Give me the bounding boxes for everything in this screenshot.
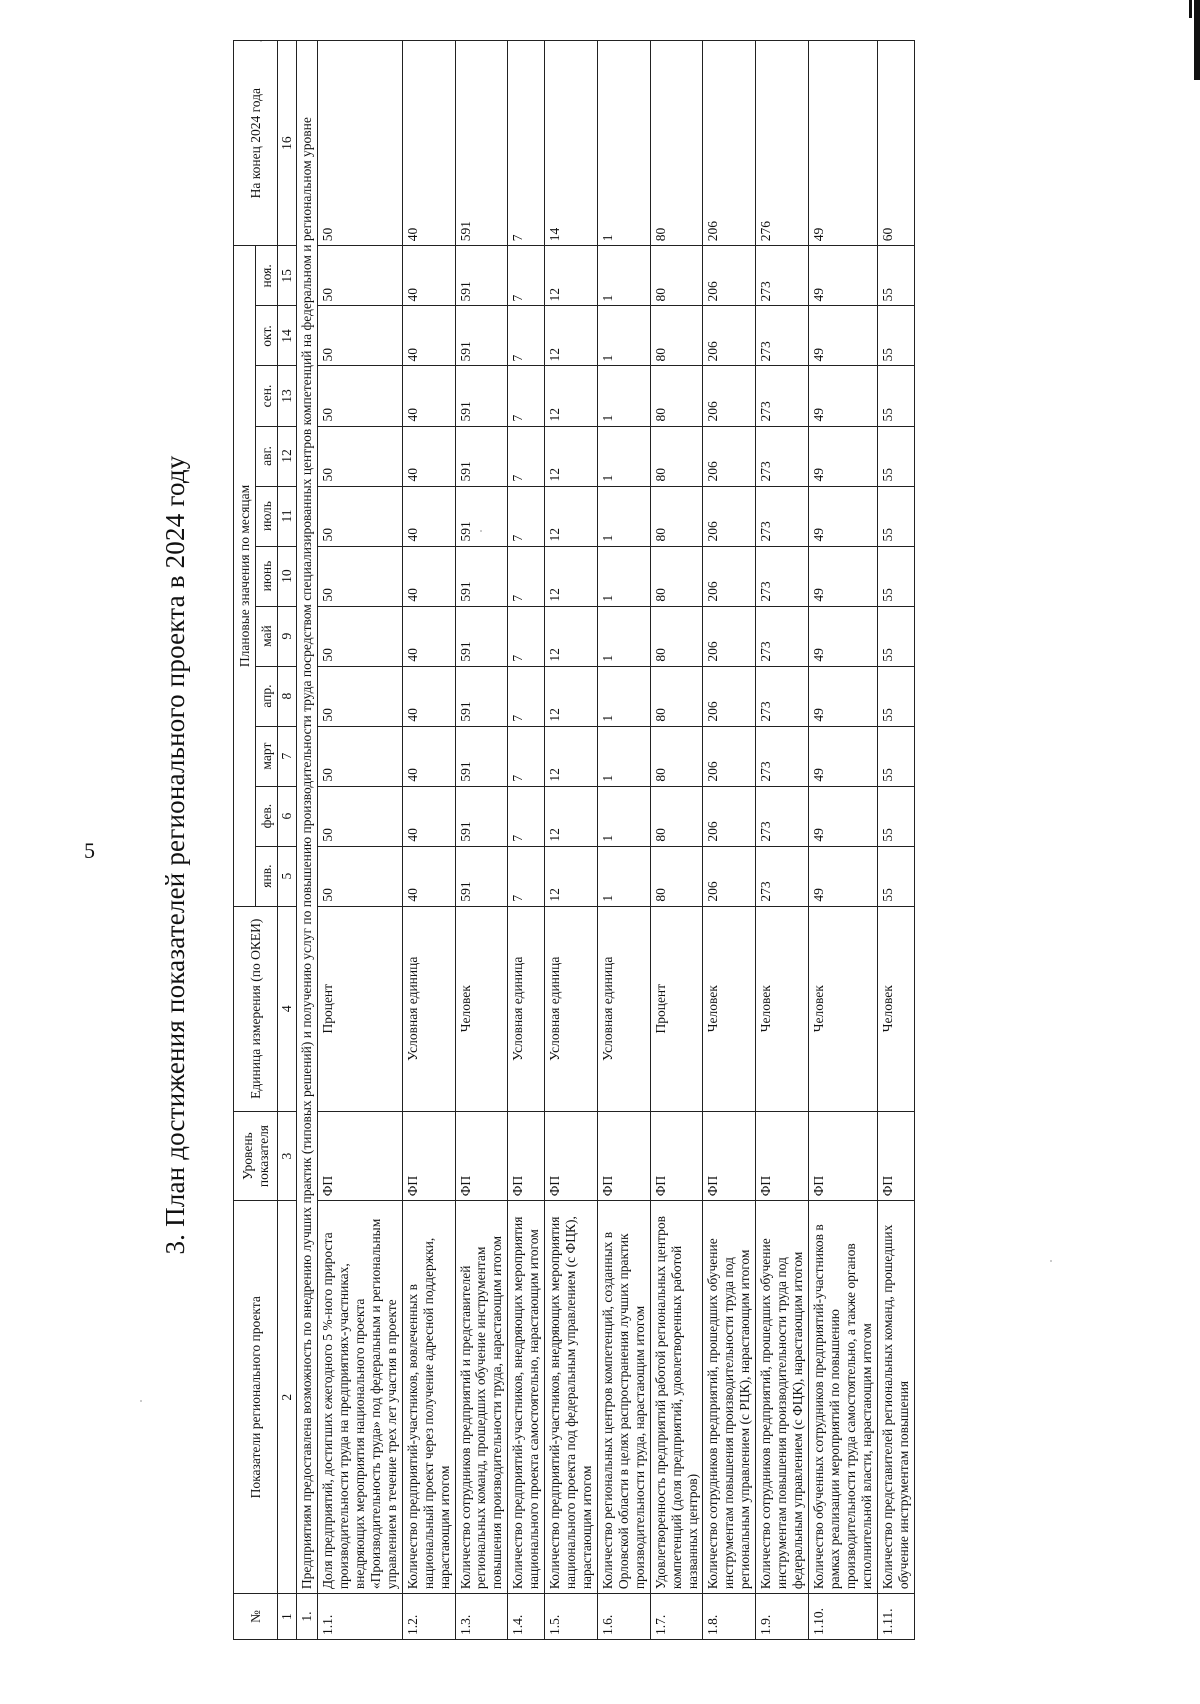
month-value: 7 — [508, 366, 545, 426]
month-value: 49 — [809, 366, 878, 426]
month-value: 55 — [877, 726, 914, 786]
row-number: 1.3. — [455, 1594, 508, 1640]
month-value: 12 — [545, 546, 598, 606]
indicator-level: ФП — [597, 1111, 650, 1200]
header-monthly-group: Плановые значения по месяцам — [234, 246, 256, 906]
month-value: 591 — [455, 486, 508, 546]
month-value: 206 — [703, 246, 756, 306]
indicator-name: Удовлетворенность предприятий работой региональных центров компетенций (доля предприятий, удовлетворенных работой названных центров) — [650, 1201, 703, 1594]
indicator-name: Количество сотрудников предприятий и представителей региональных команд, прошедших обучение инструментам повышения производительности труда, нарастающим итогом — [455, 1201, 508, 1594]
month-value: 55 — [877, 846, 914, 906]
header-month: март — [256, 726, 278, 786]
month-value: 273 — [756, 846, 809, 906]
header-month: июль — [256, 486, 278, 546]
indicator-name: Количество представителей региональных команд, прошедших обучение инструментам повышения — [877, 1201, 914, 1594]
month-value: 80 — [650, 426, 703, 486]
indicator-unit: Условная единица — [545, 906, 598, 1111]
month-value: 40 — [402, 306, 455, 366]
month-value: 40 — [402, 246, 455, 306]
indicator-level: ФП — [318, 1111, 403, 1200]
month-value: 206 — [703, 366, 756, 426]
month-value: 591 — [455, 606, 508, 666]
header-level: Уровень показателя — [234, 1111, 278, 1200]
row-number: 1.4. — [508, 1594, 545, 1640]
month-value: 591 — [455, 846, 508, 906]
month-value: 50 — [318, 846, 403, 906]
month-value: 12 — [545, 426, 598, 486]
month-value: 49 — [809, 306, 878, 366]
month-value: 40 — [402, 486, 455, 546]
month-value: 206 — [703, 546, 756, 606]
column-number: 5 — [278, 846, 297, 906]
end-of-year-value: 7 — [508, 41, 545, 246]
month-value: 273 — [756, 786, 809, 846]
indicator-unit: Человек — [809, 906, 878, 1111]
month-value: 1 — [597, 486, 650, 546]
indicator-name: Количество обученных сотрудников предприятий-участников в рамках реализации мероприятий по повышению производительности труда самостоятельно, а также органов исполнительной власти, нарастающим итогом — [809, 1201, 878, 1594]
month-value: 50 — [318, 486, 403, 546]
header-unit: Единица измерения (по ОКЕИ) — [234, 906, 278, 1111]
header-month: апр. — [256, 666, 278, 726]
end-of-year-value: 591 — [455, 41, 508, 246]
month-value: 49 — [809, 726, 878, 786]
month-value: 12 — [545, 486, 598, 546]
month-value: 40 — [402, 726, 455, 786]
month-value: 206 — [703, 666, 756, 726]
month-value: 1 — [597, 846, 650, 906]
row-number: 1.1. — [318, 1594, 403, 1640]
end-of-year-value: 80 — [650, 41, 703, 246]
column-number: 6 — [278, 786, 297, 846]
rotated-page-content — [160, 35, 1065, 1675]
month-value: 1 — [597, 666, 650, 726]
section-text: Предприятиям предоставлена возможность по внедрению лучших практик (типовых решений) и получению услуг по повышению производительности труда посредством специализированных центров компетенций на федеральном и региональном уровне — [297, 41, 318, 1594]
scan-edge-mark-small — [1189, 0, 1192, 18]
indicator-level: ФП — [703, 1111, 756, 1200]
month-value: 80 — [650, 786, 703, 846]
indicator-level: ФП — [650, 1111, 703, 1200]
indicator-name: Количество предприятий-участников, внедряющих мероприятия национального проекта самостоятельно, нарастающим итогом — [508, 1201, 545, 1594]
end-of-year-value: 49 — [809, 41, 878, 246]
month-value: 12 — [545, 606, 598, 666]
table-row — [877, 41, 914, 1640]
column-number: 16 — [278, 41, 297, 246]
column-number: 12 — [278, 426, 297, 486]
month-value: 206 — [703, 486, 756, 546]
column-numbers-row — [278, 41, 297, 1640]
month-value: 273 — [756, 606, 809, 666]
month-value: 80 — [650, 606, 703, 666]
month-value: 55 — [877, 426, 914, 486]
header-month: сен. — [256, 366, 278, 426]
column-number: 11 — [278, 486, 297, 546]
indicator-name: Количество предприятий-участников, внедряющих мероприятия национального проекта под федеральным управлением (с ФЦК), нарастающим итогом — [545, 1201, 598, 1594]
month-value: 206 — [703, 846, 756, 906]
month-value: 55 — [877, 486, 914, 546]
document-title: 3. План достижения показателей регионального проекта в 2024 году — [160, 455, 190, 1255]
indicator-level: ФП — [455, 1111, 508, 1200]
month-value: 40 — [402, 366, 455, 426]
month-value: 50 — [318, 726, 403, 786]
month-value: 591 — [455, 246, 508, 306]
month-value: 591 — [455, 366, 508, 426]
row-number: 1.5. — [545, 1594, 598, 1640]
month-value: 80 — [650, 546, 703, 606]
indicator-level: ФП — [877, 1111, 914, 1200]
month-value: 40 — [402, 666, 455, 726]
row-number: 1.2. — [402, 1594, 455, 1640]
section-row — [297, 41, 318, 1640]
month-value: 1 — [597, 246, 650, 306]
month-value: 12 — [545, 246, 598, 306]
month-value: 7 — [508, 666, 545, 726]
month-value: 40 — [402, 546, 455, 606]
month-value: 80 — [650, 306, 703, 366]
month-value: 591 — [455, 546, 508, 606]
month-value: 7 — [508, 486, 545, 546]
indicator-level: ФП — [508, 1111, 545, 1200]
indicators-table — [233, 40, 915, 1640]
month-value: 55 — [877, 246, 914, 306]
header-month: окт. — [256, 306, 278, 366]
month-value: 55 — [877, 606, 914, 666]
month-value: 49 — [809, 606, 878, 666]
indicator-unit: Человек — [703, 906, 756, 1111]
end-of-year-value: 1 — [597, 41, 650, 246]
column-number: 14 — [278, 306, 297, 366]
table-row — [318, 41, 403, 1640]
header-month: июнь — [256, 546, 278, 606]
indicator-name: Количество сотрудников предприятий, прошедших обучение инструментам повышения производительности труда под федеральным управлением (с ФЦК), нарастающим итогом — [756, 1201, 809, 1594]
month-value: 40 — [402, 786, 455, 846]
table-row — [809, 41, 878, 1640]
month-value: 591 — [455, 726, 508, 786]
month-value: 206 — [703, 786, 756, 846]
table-row — [650, 41, 703, 1640]
month-value: 206 — [703, 726, 756, 786]
month-value: 55 — [877, 546, 914, 606]
row-number: 1.8. — [703, 1594, 756, 1640]
indicator-level: ФП — [545, 1111, 598, 1200]
month-value: 273 — [756, 246, 809, 306]
end-of-year-value: 276 — [756, 41, 809, 246]
month-value: 273 — [756, 426, 809, 486]
month-value: 40 — [402, 606, 455, 666]
month-value: 273 — [756, 726, 809, 786]
month-value: 50 — [318, 786, 403, 846]
end-of-year-value: 40 — [402, 41, 455, 246]
header-end-of-year: На конец 2024 года — [234, 41, 278, 246]
month-value: 591 — [455, 306, 508, 366]
column-number: 4 — [278, 906, 297, 1111]
month-value: 80 — [650, 486, 703, 546]
table-row — [402, 41, 455, 1640]
month-value: 80 — [650, 726, 703, 786]
month-value: 591 — [455, 666, 508, 726]
month-value: 7 — [508, 786, 545, 846]
month-value: 7 — [508, 726, 545, 786]
month-value: 206 — [703, 606, 756, 666]
month-value: 49 — [809, 246, 878, 306]
month-value: 55 — [877, 666, 914, 726]
month-value: 50 — [318, 606, 403, 666]
indicator-unit: Условная единица — [597, 906, 650, 1111]
end-of-year-value: 14 — [545, 41, 598, 246]
table-row — [756, 41, 809, 1640]
indicator-name: Количество региональных центров компетенций, созданных в Орловской области в целях распространения лучших практик производительности труда, нарастающим итогом — [597, 1201, 650, 1594]
month-value: 50 — [318, 306, 403, 366]
month-value: 50 — [318, 246, 403, 306]
header-month: авг. — [256, 426, 278, 486]
header-month: фев. — [256, 786, 278, 846]
row-number: 1.7. — [650, 1594, 703, 1640]
month-value: 12 — [545, 846, 598, 906]
indicator-unit: Условная единица — [508, 906, 545, 1111]
column-number: 1 — [278, 1594, 297, 1640]
month-value: 591 — [455, 786, 508, 846]
month-value: 40 — [402, 846, 455, 906]
month-value: 206 — [703, 306, 756, 366]
column-number: 3 — [278, 1111, 297, 1200]
table-header — [234, 41, 297, 1640]
month-value: 49 — [809, 546, 878, 606]
month-value: 273 — [756, 666, 809, 726]
month-value: 591 — [455, 426, 508, 486]
indicator-level: ФП — [402, 1111, 455, 1200]
month-value: 12 — [545, 726, 598, 786]
section-no: 1. — [297, 1594, 318, 1640]
month-value: 50 — [318, 366, 403, 426]
table-row — [455, 41, 508, 1640]
month-value: 50 — [318, 546, 403, 606]
month-value: 7 — [508, 246, 545, 306]
indicator-level: ФП — [756, 1111, 809, 1200]
month-value: 206 — [703, 426, 756, 486]
column-number: 13 — [278, 366, 297, 426]
end-of-year-value: 60 — [877, 41, 914, 246]
month-value: 7 — [508, 846, 545, 906]
month-value: 12 — [545, 366, 598, 426]
header-month: май — [256, 606, 278, 666]
month-value: 80 — [650, 366, 703, 426]
page-number: 5 — [84, 838, 95, 863]
indicator-unit: Процент — [650, 906, 703, 1111]
end-of-year-value: 206 — [703, 41, 756, 246]
month-value: 49 — [809, 486, 878, 546]
month-value: 1 — [597, 366, 650, 426]
month-value: 55 — [877, 306, 914, 366]
header-no: № — [234, 1594, 278, 1640]
month-value: 1 — [597, 546, 650, 606]
indicator-unit: Человек — [455, 906, 508, 1111]
month-value: 40 — [402, 426, 455, 486]
month-value: 1 — [597, 606, 650, 666]
table-row — [545, 41, 598, 1640]
indicator-name: Количество предприятий-участников, вовлеченных в национальный проект через получение адресной поддержки, нарастающим итогом — [402, 1201, 455, 1594]
month-value: 7 — [508, 546, 545, 606]
row-number: 1.9. — [756, 1594, 809, 1640]
month-value: 273 — [756, 546, 809, 606]
column-number: 2 — [278, 1201, 297, 1594]
row-number: 1.6. — [597, 1594, 650, 1640]
indicator-unit: Человек — [877, 906, 914, 1111]
month-value: 55 — [877, 786, 914, 846]
month-value: 80 — [650, 246, 703, 306]
month-value: 50 — [318, 426, 403, 486]
column-number: 9 — [278, 606, 297, 666]
table-row — [508, 41, 545, 1640]
month-value: 273 — [756, 366, 809, 426]
month-value: 49 — [809, 666, 878, 726]
header-month: янв. — [256, 846, 278, 906]
table-row — [703, 41, 756, 1640]
month-value: 55 — [877, 366, 914, 426]
scan-speck — [140, 1400, 142, 1402]
indicator-unit: Процент — [318, 906, 403, 1111]
header-month: ноя. — [256, 246, 278, 306]
month-value: 80 — [650, 846, 703, 906]
month-value: 1 — [597, 426, 650, 486]
row-number: 1.11. — [877, 1594, 914, 1640]
indicator-name: Доля предприятий, достигших ежегодного 5 %-ного прироста производительности труда на предприятиях-участниках, внедряющих мероприятия национального проекта «Производительность труда» под федеральным и региональным управлением в течение трех лет участия в проекте — [318, 1201, 403, 1594]
month-value: 12 — [545, 306, 598, 366]
month-value: 7 — [508, 306, 545, 366]
month-value: 273 — [756, 306, 809, 366]
scan-edge-mark — [1194, 0, 1200, 80]
header-indicators: Показатели регионального проекта — [234, 1201, 278, 1594]
indicator-unit: Человек — [756, 906, 809, 1111]
row-number: 1.10. — [809, 1594, 878, 1640]
month-value: 49 — [809, 426, 878, 486]
end-of-year-value: 50 — [318, 41, 403, 246]
column-number: 8 — [278, 666, 297, 726]
month-value: 80 — [650, 666, 703, 726]
month-value: 7 — [508, 426, 545, 486]
indicator-name: Количество сотрудников предприятий, прошедших обучение инструментам повышения производительности труда под региональным управлением (с РЦК), нарастающим итогом — [703, 1201, 756, 1594]
column-number: 15 — [278, 246, 297, 306]
month-value: 12 — [545, 666, 598, 726]
table-row — [597, 41, 650, 1640]
month-value: 12 — [545, 786, 598, 846]
indicator-unit: Условная единица — [402, 906, 455, 1111]
month-value: 273 — [756, 486, 809, 546]
month-value: 1 — [597, 306, 650, 366]
column-number: 7 — [278, 726, 297, 786]
month-value: 1 — [597, 786, 650, 846]
month-value: 50 — [318, 666, 403, 726]
table-body — [297, 41, 915, 1640]
month-value: 1 — [597, 726, 650, 786]
month-value: 49 — [809, 846, 878, 906]
column-number: 10 — [278, 546, 297, 606]
month-value: 7 — [508, 606, 545, 666]
indicator-level: ФП — [809, 1111, 878, 1200]
month-value: 49 — [809, 786, 878, 846]
